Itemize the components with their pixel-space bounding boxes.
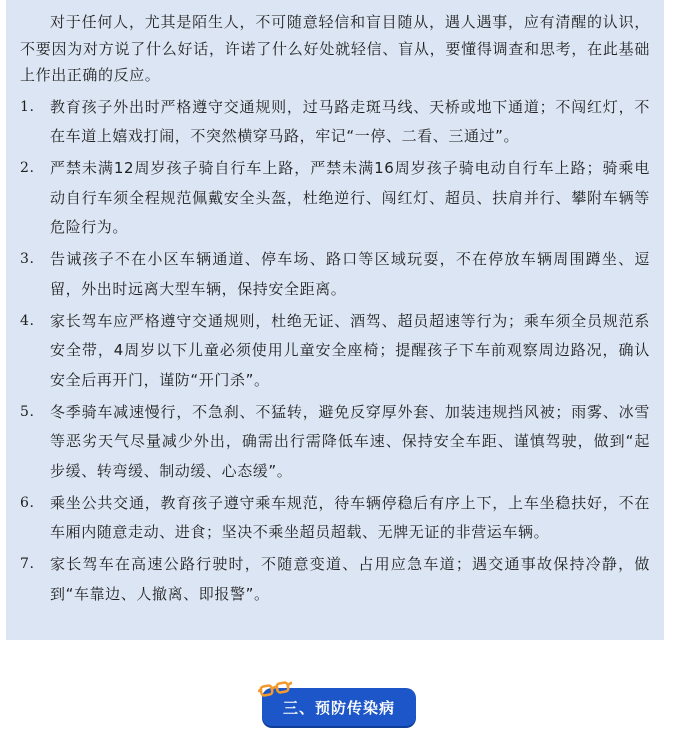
list-item (20, 489, 650, 548)
item-number: 5. (20, 403, 35, 420)
item-text: 告诫孩子不在小区车辆通道、停车场、路口等区域玩耍，不在停放车辆周围蹲坐、逗留，外出时远离大型车辆，保持安全距离。 (50, 250, 650, 298)
list-item (20, 398, 650, 487)
intro-paragraph: 对于任何人，尤其是陌生人，不可随意轻信和盲目随从，遇人遇事，应有清醒的认识，不要因为对方说了什么好话，许诺了什么好处就轻信、盲从，要懂得调查和思考，在此基础上作出正确的反应。 (20, 13, 650, 84)
item-number: 3. (20, 251, 35, 267)
section-header (258, 680, 418, 730)
list-item (20, 245, 650, 304)
item-number: 7. (20, 556, 35, 572)
list-item (20, 307, 650, 396)
item-number: 6. (20, 494, 35, 511)
glasses-icon (258, 680, 292, 700)
section-title: 三、预防传染病 (282, 698, 395, 717)
item-text: 教育孩子外出时严格遵守交通规则，过马路走斑马线、天桥或地下通道；不闯红灯，不在车道上嬉戏打闹，不突然横穿马路，牢记“一停、二看、三通过”。 (50, 97, 650, 145)
rules-list (20, 93, 650, 610)
item-text: 乘坐公共交通，教育孩子遵守乘车规范，待车辆停稳后有序上下，上车坐稳扶好，不在车厢内随意走动、进食；坚决不乘坐超员超载、无牌无证的非营运车辆。 (50, 493, 650, 541)
item-text: 严禁未满12周岁孩子骑自行车上路，严禁未满16周岁孩子骑电动自行车上路；骑乘电动自行车须全程规范佩戴安全头盔，杜绝逆行、闯红灯、超员、扶肩并行、攀附车辆等危险行为。 (50, 159, 650, 236)
content-panel (6, 0, 664, 640)
list-item (20, 154, 650, 243)
item-text: 冬季骑车减速慢行，不急刹、不猛转，避免反穿厚外套、加装违规挡风被；雨雾、冰雪等恶劣天气尽量减少外出，确需出行需降低车速、保持安全车距、谨慎驾驶，做到“起步缓、转弯缓、制动缓、心态缓”。 (50, 402, 650, 480)
item-number: 4. (20, 312, 35, 329)
item-text: 家长驾车在高速公路行驶时，不随意变道、占用应急车道；遇交通事故保持冷静，做到“车靠边、人撤离、即报警”。 (50, 555, 650, 603)
list-item (20, 550, 650, 609)
item-number: 1. (20, 98, 35, 115)
list-item (20, 93, 650, 152)
item-text: 家长驾车应严格遵守交通规则，杜绝无证、酒驾、超员超速等行为；乘车须全员规范系安全带，4周岁以下儿童必须使用儿童安全座椅；提醒孩子下车前观察周边路况，确认安全后再开门，谨防“开门杀”。 (50, 311, 650, 389)
item-number: 2. (20, 160, 35, 176)
